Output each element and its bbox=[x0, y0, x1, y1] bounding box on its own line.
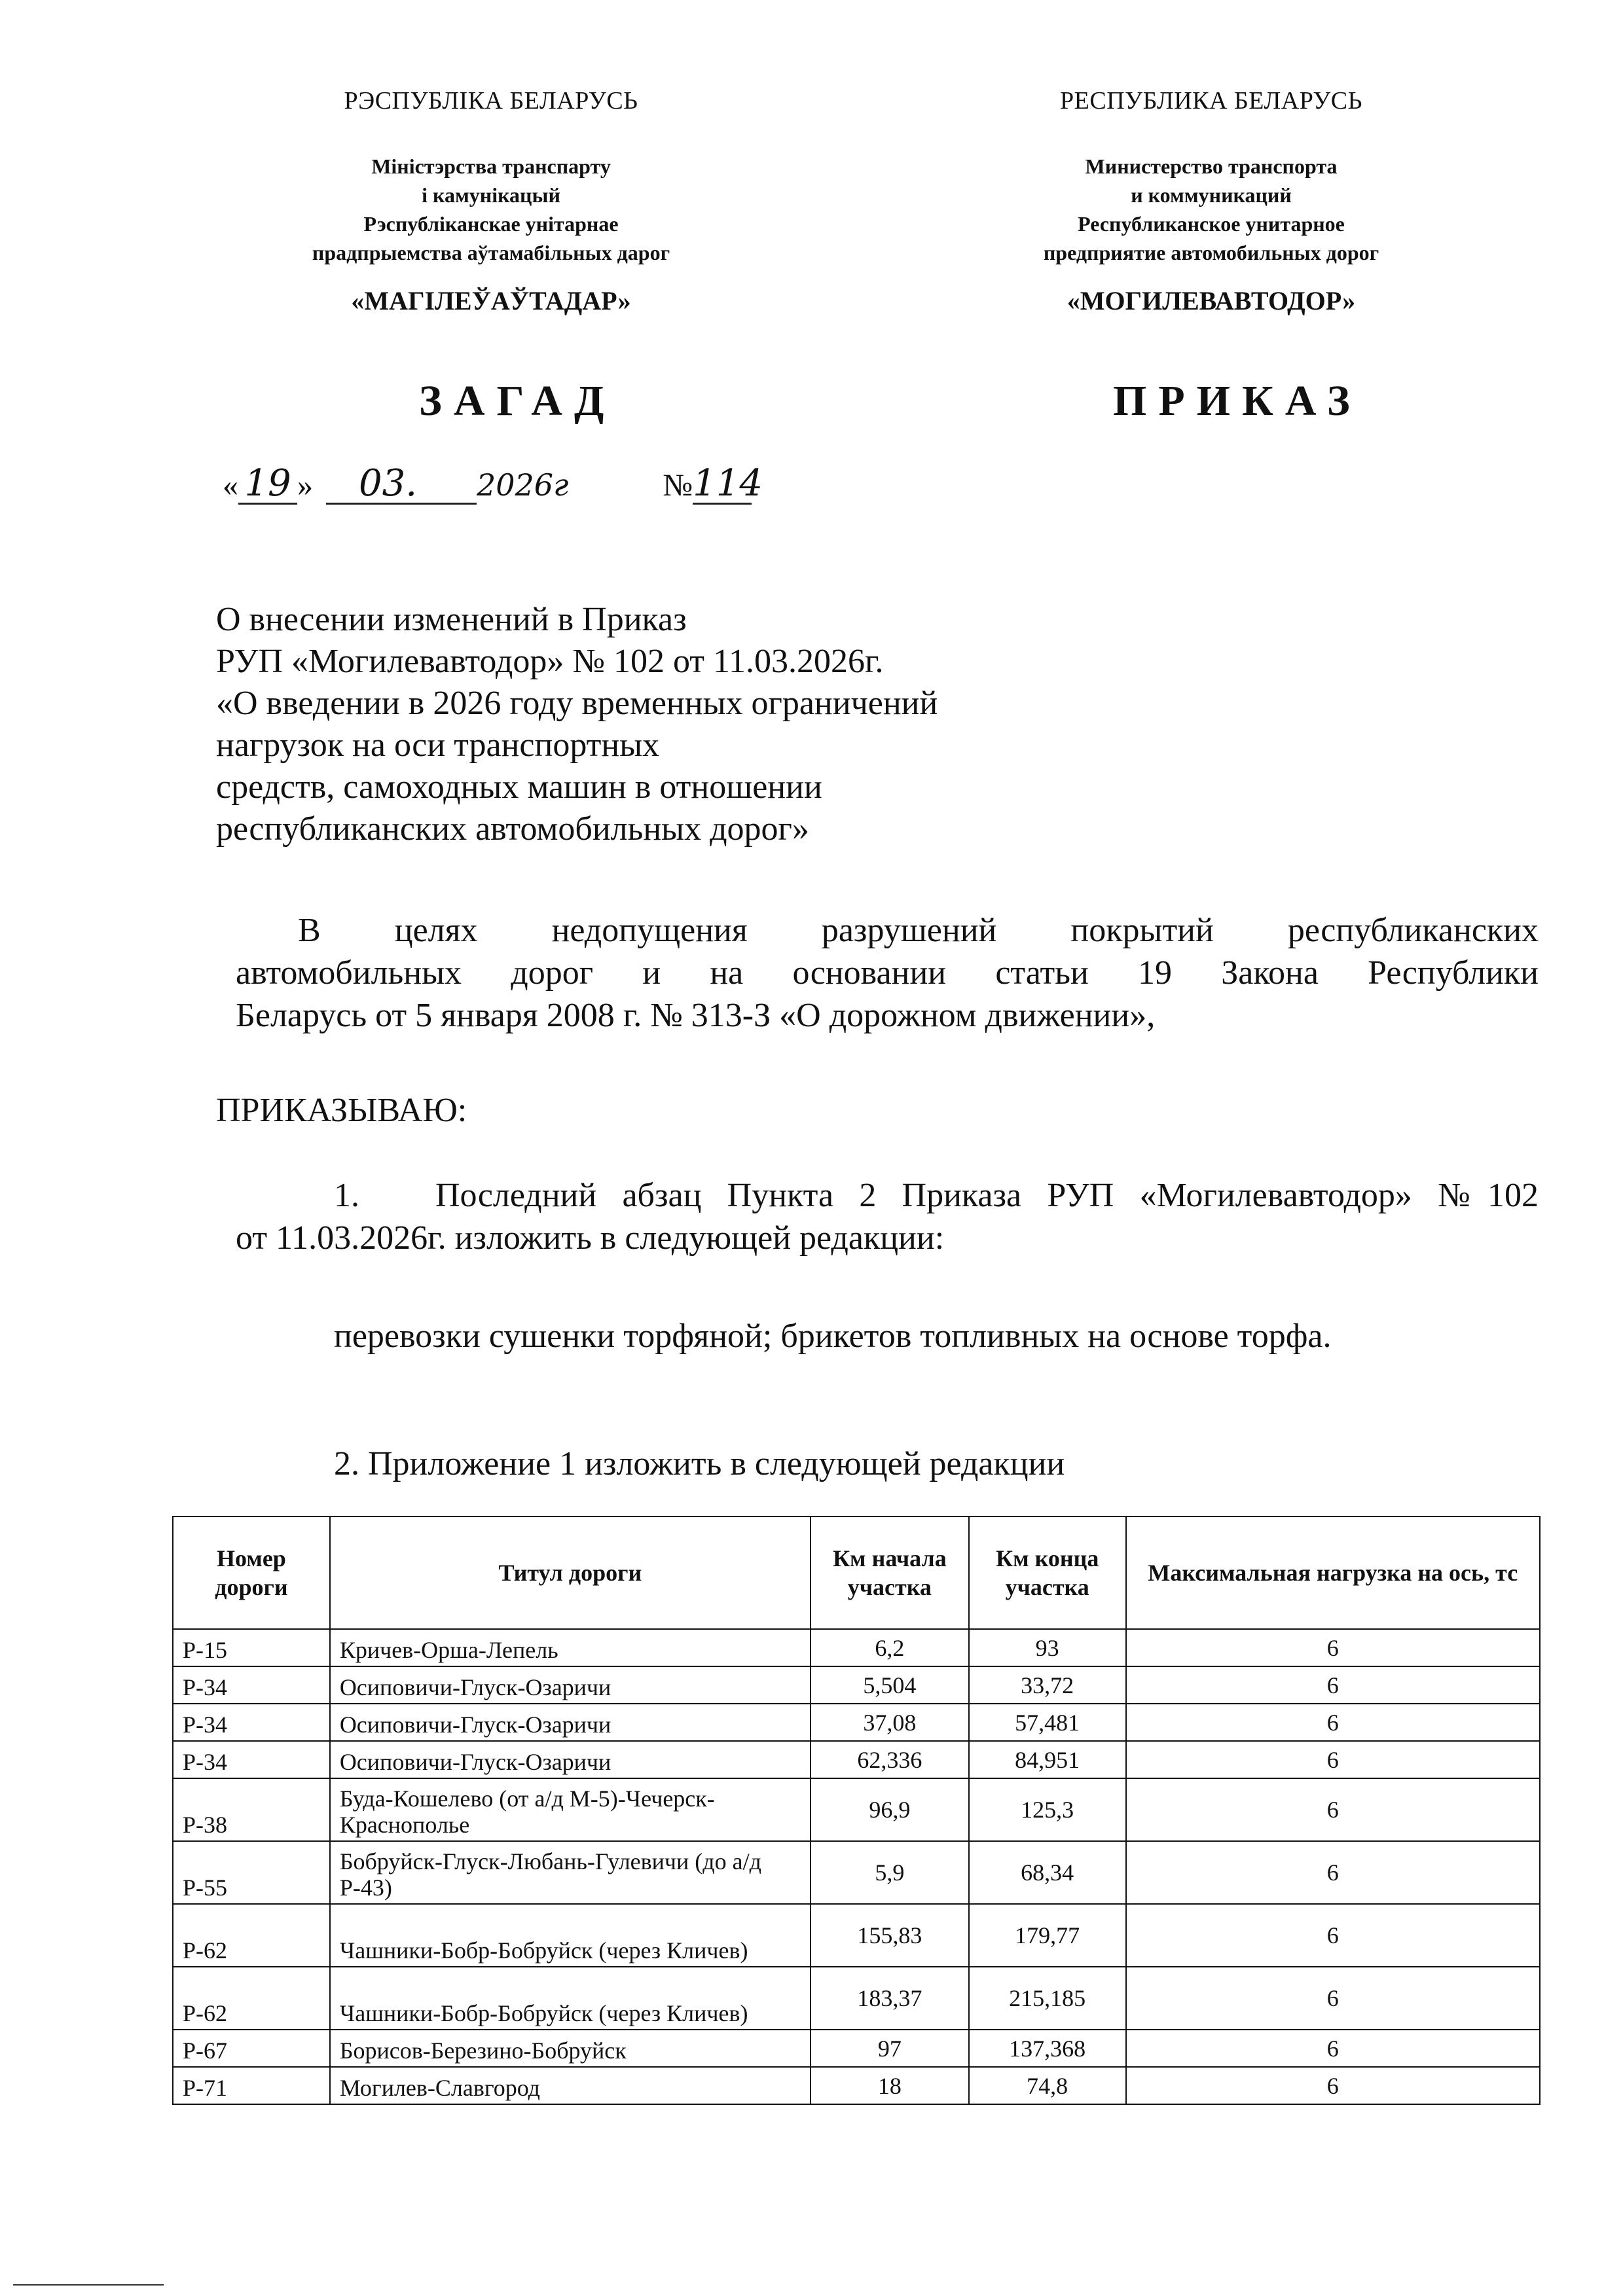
cell-km-end: 93 bbox=[969, 1629, 1126, 1666]
col-header-road-number: Номер дороги bbox=[173, 1516, 330, 1629]
cell-title: Чашники-Бобр-Бобруйск (через Кличев) bbox=[330, 1967, 811, 2030]
cell-title: Борисов-Березино-Бобруйск bbox=[330, 2030, 811, 2067]
footnote-divider bbox=[13, 2284, 164, 2286]
col-header-km-end: Км конца участка bbox=[969, 1516, 1126, 1629]
table-row bbox=[173, 1704, 1540, 1741]
cell-title: Бобруйск-Глуск-Любань-Гулевичи (до а/д Р-43) bbox=[330, 1841, 811, 1904]
subject-line: О внесении изменений в Приказ bbox=[216, 601, 687, 638]
preamble-line-1: В целях недопущения разрушений покрытий республиканских bbox=[298, 912, 1539, 949]
date-number-line bbox=[223, 462, 812, 517]
cell-load: 6 bbox=[1126, 1778, 1540, 1841]
table-row bbox=[173, 1741, 1540, 1778]
cell-road: Р-34 bbox=[173, 1666, 330, 1704]
item1-line-2: от 11.03.2026г. изложить в следующей редакции: bbox=[236, 1219, 945, 1257]
cell-km-start: 6,2 bbox=[811, 1629, 969, 1666]
ministry-line: Рэспубліканскае унітарнае bbox=[363, 212, 619, 236]
cell-km-end: 74,8 bbox=[969, 2067, 1126, 2104]
col-header-km-start: Км начала участка bbox=[811, 1516, 969, 1629]
preamble-line-3: Беларусь от 5 января 2008 г. № 313-З «О дорожном движении», bbox=[236, 997, 1156, 1034]
ministry-line: і камунікацый bbox=[422, 183, 560, 207]
cell-title: Буда-Кошелево (от а/д М-5)-Чечерск-Краснополье bbox=[330, 1778, 811, 1841]
table-header-row bbox=[173, 1516, 1540, 1629]
cell-km-end: 68,34 bbox=[969, 1841, 1126, 1904]
ministry-line: и коммуникаций bbox=[1131, 183, 1292, 207]
cell-km-end: 57,481 bbox=[969, 1704, 1126, 1741]
cell-km-start: 37,08 bbox=[811, 1704, 969, 1741]
subject-block bbox=[216, 599, 1133, 850]
date-open-quote: « bbox=[223, 468, 238, 503]
cell-title: Осиповичи-Глуск-Озаричи bbox=[330, 1741, 811, 1778]
cell-road: Р-67 bbox=[173, 2030, 330, 2067]
item1-quote: перевозки сушенки торфяной; брикетов топливных на основе торфа. bbox=[334, 1318, 1332, 1355]
cell-title: Осиповичи-Глуск-Озаричи bbox=[330, 1666, 811, 1704]
cell-road: Р-62 bbox=[173, 1967, 330, 2030]
road-restrictions-table bbox=[172, 1516, 1541, 2105]
preamble-line-2: автомобильных дорог и на основании статьи 19 Закона Республики bbox=[236, 954, 1539, 992]
cell-km-end: 84,951 bbox=[969, 1741, 1126, 1778]
col-header-road-title: Титул дороги bbox=[330, 1516, 811, 1629]
ministry-line: Министерство транспорта bbox=[1085, 154, 1338, 178]
cell-road: Р-55 bbox=[173, 1841, 330, 1904]
number-label: № bbox=[663, 468, 693, 503]
ministry-line: Міністэрства транспарту bbox=[371, 154, 611, 178]
cell-load: 6 bbox=[1126, 1904, 1540, 1967]
country-name-ru: РЕСПУБЛИКА БЕЛАРУСЬ bbox=[1060, 87, 1362, 115]
cell-load: 6 bbox=[1126, 1967, 1540, 2030]
ministry-line: прадпрыемства аўтамабільных дарог bbox=[312, 241, 670, 264]
country-name-be: РЭСПУБЛІКА БЕЛАРУСЬ bbox=[344, 87, 638, 115]
table-row bbox=[173, 1666, 1540, 1704]
cell-km-start: 62,336 bbox=[811, 1741, 969, 1778]
cell-km-start: 5,504 bbox=[811, 1666, 969, 1704]
table-row bbox=[173, 2030, 1540, 2067]
cell-km-start: 183,37 bbox=[811, 1967, 969, 2030]
ministry-block-ru bbox=[884, 152, 1539, 267]
cell-load: 6 bbox=[1126, 1629, 1540, 1666]
subject-line: республиканских автомобильных дорог» bbox=[216, 810, 809, 848]
subject-line: нагрузок на оси транспортных bbox=[216, 726, 660, 764]
cell-title: Могилев-Славгород bbox=[330, 2067, 811, 2104]
cell-load: 6 bbox=[1126, 1841, 1540, 1904]
cell-road: Р-38 bbox=[173, 1778, 330, 1841]
cell-title: Осиповичи-Глуск-Озаричи bbox=[330, 1704, 811, 1741]
cell-load: 6 bbox=[1126, 1666, 1540, 1704]
cell-km-start: 97 bbox=[811, 2030, 969, 2067]
ministry-line: Республиканское унитарное bbox=[1078, 212, 1345, 236]
header-belarusian bbox=[164, 79, 818, 316]
item1-number: 1. bbox=[334, 1177, 359, 1214]
table-row bbox=[173, 1841, 1540, 1904]
table-row bbox=[173, 1967, 1540, 2030]
company-name-ru: «МОГИЛЕВАВТОДОР» bbox=[1067, 286, 1356, 315]
table-row bbox=[173, 2067, 1540, 2104]
cell-km-end: 137,368 bbox=[969, 2030, 1126, 2067]
date-year: 2026г bbox=[477, 467, 569, 503]
table-row bbox=[173, 1778, 1540, 1841]
ministry-block-be bbox=[164, 152, 818, 267]
cell-km-end: 125,3 bbox=[969, 1778, 1126, 1841]
cell-road: Р-34 bbox=[173, 1741, 330, 1778]
cell-load: 6 bbox=[1126, 1741, 1540, 1778]
cell-km-start: 96,9 bbox=[811, 1778, 969, 1841]
date-month: 03. bbox=[326, 465, 477, 505]
cell-title: Кричев-Орша-Лепель bbox=[330, 1629, 811, 1666]
cell-km-end: 33,72 bbox=[969, 1666, 1126, 1704]
doc-type-be: ЗАГАД bbox=[419, 377, 616, 425]
order-word: ПРИКАЗЫВАЮ: bbox=[216, 1092, 467, 1129]
doc-type-ru: ПРИКАЗ bbox=[1113, 377, 1362, 425]
item1-line-1: Последний абзац Пункта 2 Приказа РУП «Могилевавтодор» №102 bbox=[435, 1177, 1539, 1214]
cell-road: Р-15 bbox=[173, 1629, 330, 1666]
ministry-line: предприятие автомобильных дорог bbox=[1043, 241, 1379, 264]
col-header-max-load: Максимальная нагрузка на ось, тс bbox=[1126, 1516, 1540, 1629]
table-row bbox=[173, 1629, 1540, 1666]
cell-road: Р-34 bbox=[173, 1704, 330, 1741]
cell-load: 6 bbox=[1126, 2030, 1540, 2067]
cell-load: 6 bbox=[1126, 2067, 1540, 2104]
subject-line: РУП «Могилевавтодор» № 102 от 11.03.2026г. bbox=[216, 643, 884, 680]
cell-km-end: 215,185 bbox=[969, 1967, 1126, 2030]
item2-text: 2. Приложение 1 изложить в следующей редакции bbox=[334, 1445, 1065, 1482]
header-russian bbox=[884, 79, 1539, 316]
cell-road: Р-71 bbox=[173, 2067, 330, 2104]
subject-line: средств, самоходных машин в отношении bbox=[216, 768, 822, 806]
table-body bbox=[173, 1629, 1540, 2104]
table-row bbox=[173, 1904, 1540, 1967]
cell-km-start: 18 bbox=[811, 2067, 969, 2104]
company-name-be: «МАГІЛЕЎАЎТАДАР» bbox=[351, 286, 631, 315]
cell-km-start: 155,83 bbox=[811, 1904, 969, 1967]
cell-title: Чашники-Бобр-Бобруйск (через Кличев) bbox=[330, 1904, 811, 1967]
cell-load: 6 bbox=[1126, 1704, 1540, 1741]
order-number: 114 bbox=[693, 462, 763, 505]
cell-km-end: 179,77 bbox=[969, 1904, 1126, 1967]
cell-km-start: 5,9 bbox=[811, 1841, 969, 1904]
cell-road: Р-62 bbox=[173, 1904, 330, 1967]
date-close-quote: » bbox=[297, 468, 313, 503]
subject-line: «О введении в 2026 году временных ограничений bbox=[216, 685, 938, 722]
date-day: 19 bbox=[238, 465, 297, 505]
